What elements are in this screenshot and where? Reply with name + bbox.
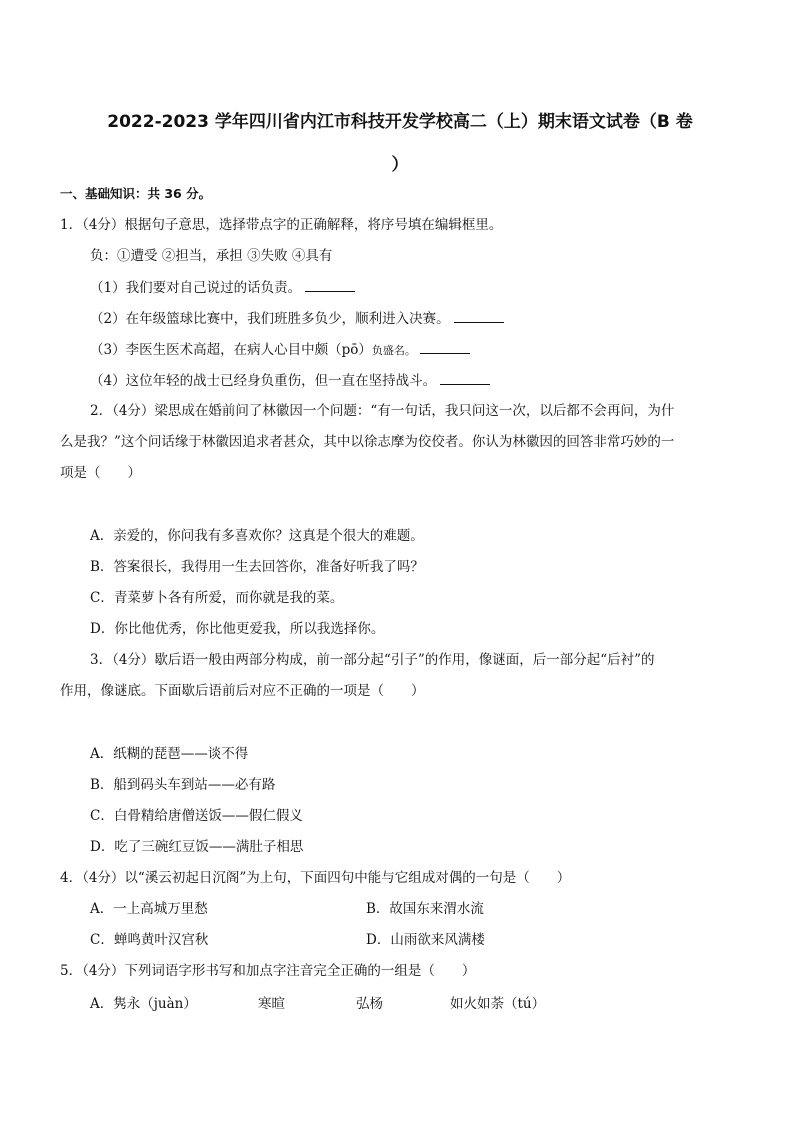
q1-stem: 1．（4分）根据句子意思，选择带点字的正确解释，将序号填在编辑框里。	[60, 217, 503, 233]
q3-option-c: C．白骨精给唐僧送饭——假仁假义	[90, 808, 303, 824]
q5-option-a-word2: 寒暄	[258, 996, 285, 1012]
q4-option-a: A．一上高城万里愁	[90, 901, 208, 917]
q5-option-a-word3: 弘杨	[356, 996, 383, 1012]
q5-stem: 5．（4分）下列词语字形书写和加点字注音完全正确的一组是（ ）	[60, 963, 476, 979]
q1-sub3	[90, 339, 470, 361]
q2-stem-line2: 么是我？”这个问话缘于林徽因追求者甚众，其中以徐志摩为佼佼者。你认为林徽因的回答非常巧妙的一	[60, 434, 675, 450]
q1-sub4-text: （4）这位年轻的战士已经身负重伤，但一直在坚持战斗。	[90, 373, 437, 389]
q1-sub2-text: （2）在年级篮球比赛中，我们班胜多负少，顺利进入决赛。	[90, 311, 450, 327]
q3-stem-line1: 3．（4分）歇后语一般由两部分构成，前一部分起“引子”的作用，像谜面，后一部分起“后衬”的	[90, 652, 655, 668]
q5-option-a-word1: A．隽永（juàn）	[90, 996, 197, 1012]
q2-option-d: D．你比他优秀，你比他更爱我，所以我选择你。	[90, 621, 385, 637]
q4-option-b: B．故国东来渭水流	[366, 901, 484, 917]
q2-stem-line3: 项是（ ）	[60, 465, 141, 481]
q2-option-a: A．亲爱的，你问我有多喜欢你？这真是个很大的难题。	[90, 528, 424, 544]
q1-sub2	[90, 308, 504, 329]
section-heading: 一、基础知识：共 36 分。	[60, 186, 212, 201]
q3-option-d: D．吃了三碗红豆饭——满肚子相思	[90, 839, 304, 855]
q1-options: 负：①遭受 ②担当，承担 ③失败 ④具有	[90, 248, 333, 264]
q1-sub1-text: （1）我们要对自己说过的话负责。	[90, 280, 302, 296]
q1-sub1	[90, 277, 355, 298]
exam-title	[60, 101, 740, 187]
q1-sub3-answer-blank[interactable]	[420, 339, 470, 354]
q1-sub4-answer-blank[interactable]	[440, 370, 490, 385]
q5-option-a-word4: 如火如荼（tú）	[450, 996, 546, 1012]
q3-stem-line2: 作用，像谜底。下面歇后语前后对应不正确的一项是（ ）	[60, 683, 425, 699]
q1-sub2-answer-blank[interactable]	[454, 308, 504, 323]
title-line-2: ）	[391, 155, 409, 175]
q1-sub3-text: （3）李医生医术高超，在病人心目中颇（pō）	[90, 342, 372, 358]
q3-option-a: A．纸糊的琵琶——谈不得	[90, 746, 249, 762]
q1-sub3-text-end: 负盛名。	[371, 344, 416, 357]
q1-sub1-answer-blank[interactable]	[305, 277, 355, 292]
q4-stem: 4．（4分）以“溪云初起日沉阁”为上句，下面四句中能与它组成对偶的一句是（ ）	[60, 870, 571, 886]
q1-sub4	[90, 370, 490, 391]
q2-option-b: B．答案很长，我得用一生去回答你，准备好听我了吗？	[90, 559, 424, 575]
q2-option-c: C．青菜萝卜各有所爱，而你就是我的菜。	[90, 590, 344, 606]
q4-option-d: D．山雨欲来风满楼	[366, 932, 485, 948]
q3-option-b: B．船到码头车到站——必有路	[90, 777, 276, 793]
q4-option-c: C．蝉鸣黄叶汉宫秋	[90, 932, 209, 948]
q2-stem-line1: 2．（4分）梁思成在婚前问了林徽因一个问题：“有一句话，我只问这一次，以后都不会再问，为什	[90, 403, 675, 419]
title-line-1: 2022-2023 学年四川省内江市科技开发学校高二（上）期末语文试卷（B 卷	[107, 112, 693, 132]
